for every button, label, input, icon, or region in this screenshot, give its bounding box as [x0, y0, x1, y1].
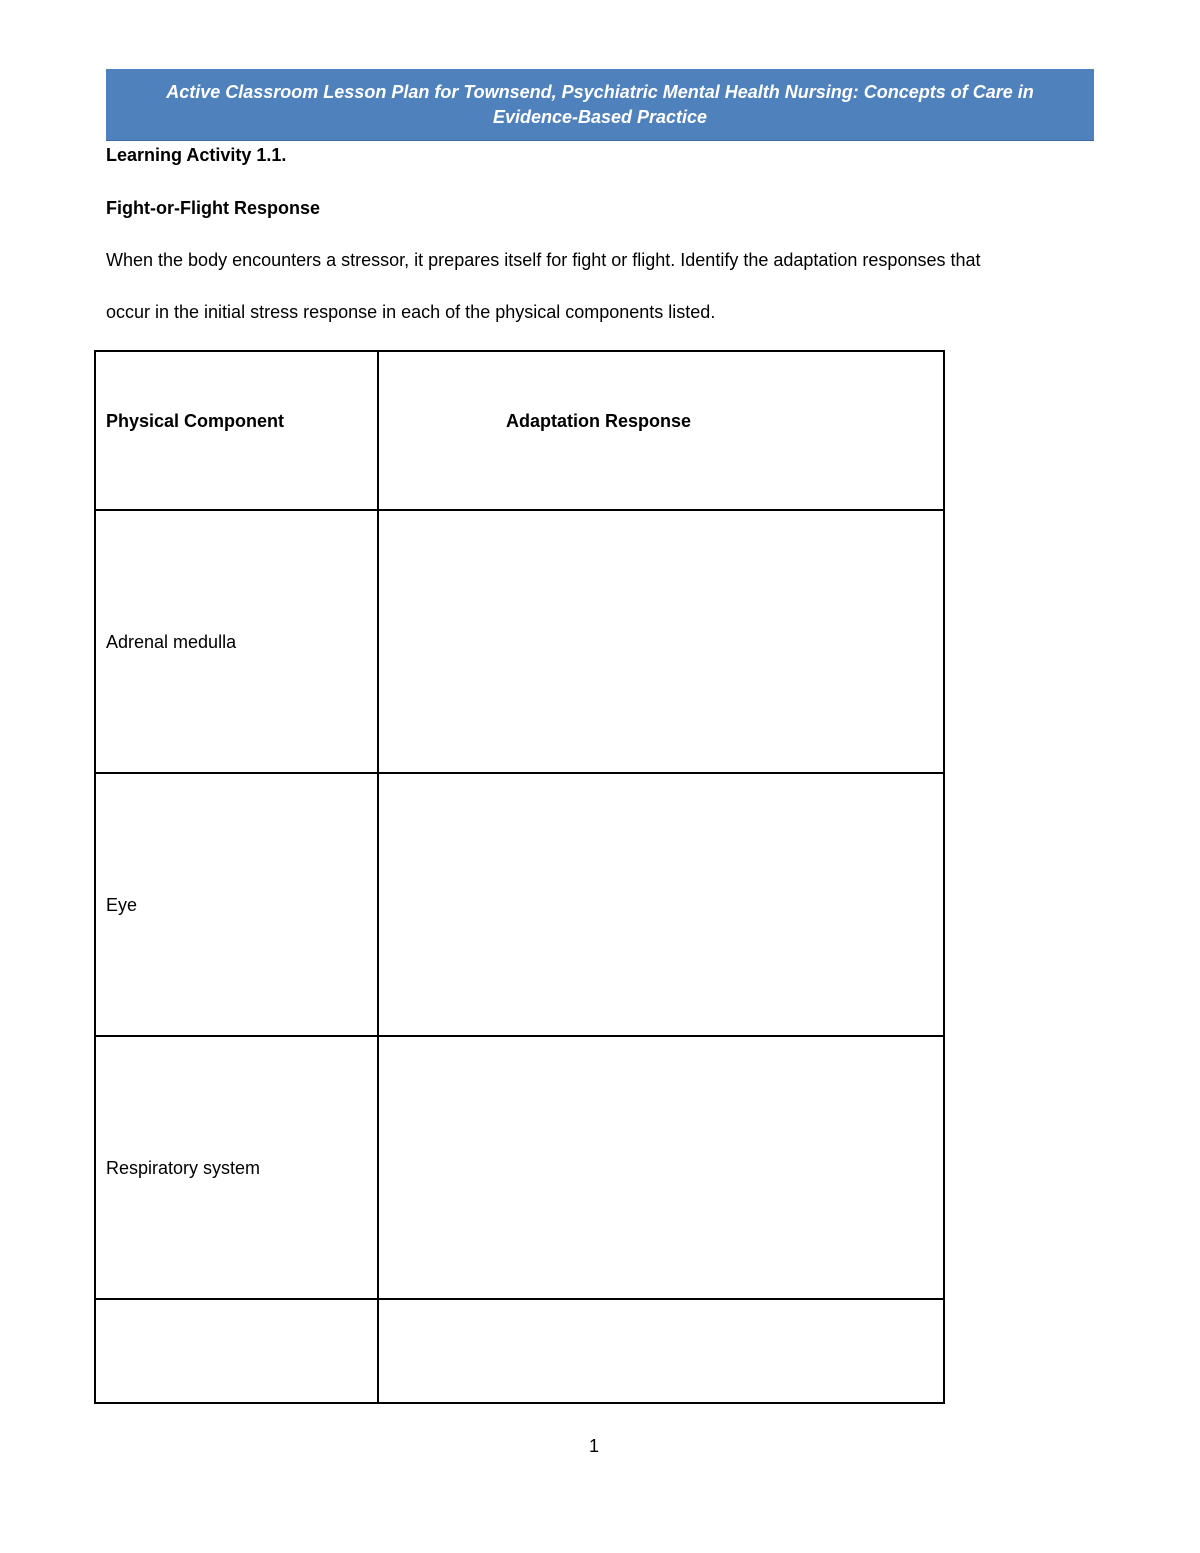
- response-cell[interactable]: [378, 773, 944, 1036]
- component-cell: Adrenal medulla: [95, 510, 378, 773]
- learning-activity-label: Learning Activity 1.1.: [106, 145, 287, 165]
- response-cell[interactable]: [378, 1036, 944, 1299]
- table-row: [95, 510, 944, 773]
- table-header-row: [95, 351, 944, 510]
- page-number: 1: [588, 1436, 599, 1456]
- response-cell[interactable]: [378, 510, 944, 773]
- worksheet-table: [94, 350, 945, 1404]
- table-row: [95, 1299, 944, 1403]
- column-header-physical-component: Physical Component: [95, 351, 378, 510]
- component-cell: [95, 1299, 378, 1403]
- component-cell: Eye: [95, 773, 378, 1036]
- column-header-adaptation-response: Adaptation Response: [378, 351, 944, 510]
- component-cell: Respiratory system: [95, 1036, 378, 1299]
- instructions-line-2: occur in the initial stress response in each of the physical components listed.: [106, 302, 716, 322]
- table-row: [95, 1036, 944, 1299]
- document-title-line-1: Active Classroom Lesson Plan for Townsend, Psychiatric Mental Health Nursing: Concepts of Care in: [166, 81, 1034, 102]
- document-title-line-2: Evidence-Based Practice: [492, 106, 708, 127]
- instructions-line-1: When the body encounters a stressor, it prepares itself for fight or flight. Identify the adaptation responses that: [106, 250, 981, 270]
- table-row: [95, 773, 944, 1036]
- header-banner: [106, 69, 1094, 141]
- response-cell[interactable]: [378, 1299, 944, 1403]
- section-heading: Fight-or-Flight Response: [106, 198, 320, 218]
